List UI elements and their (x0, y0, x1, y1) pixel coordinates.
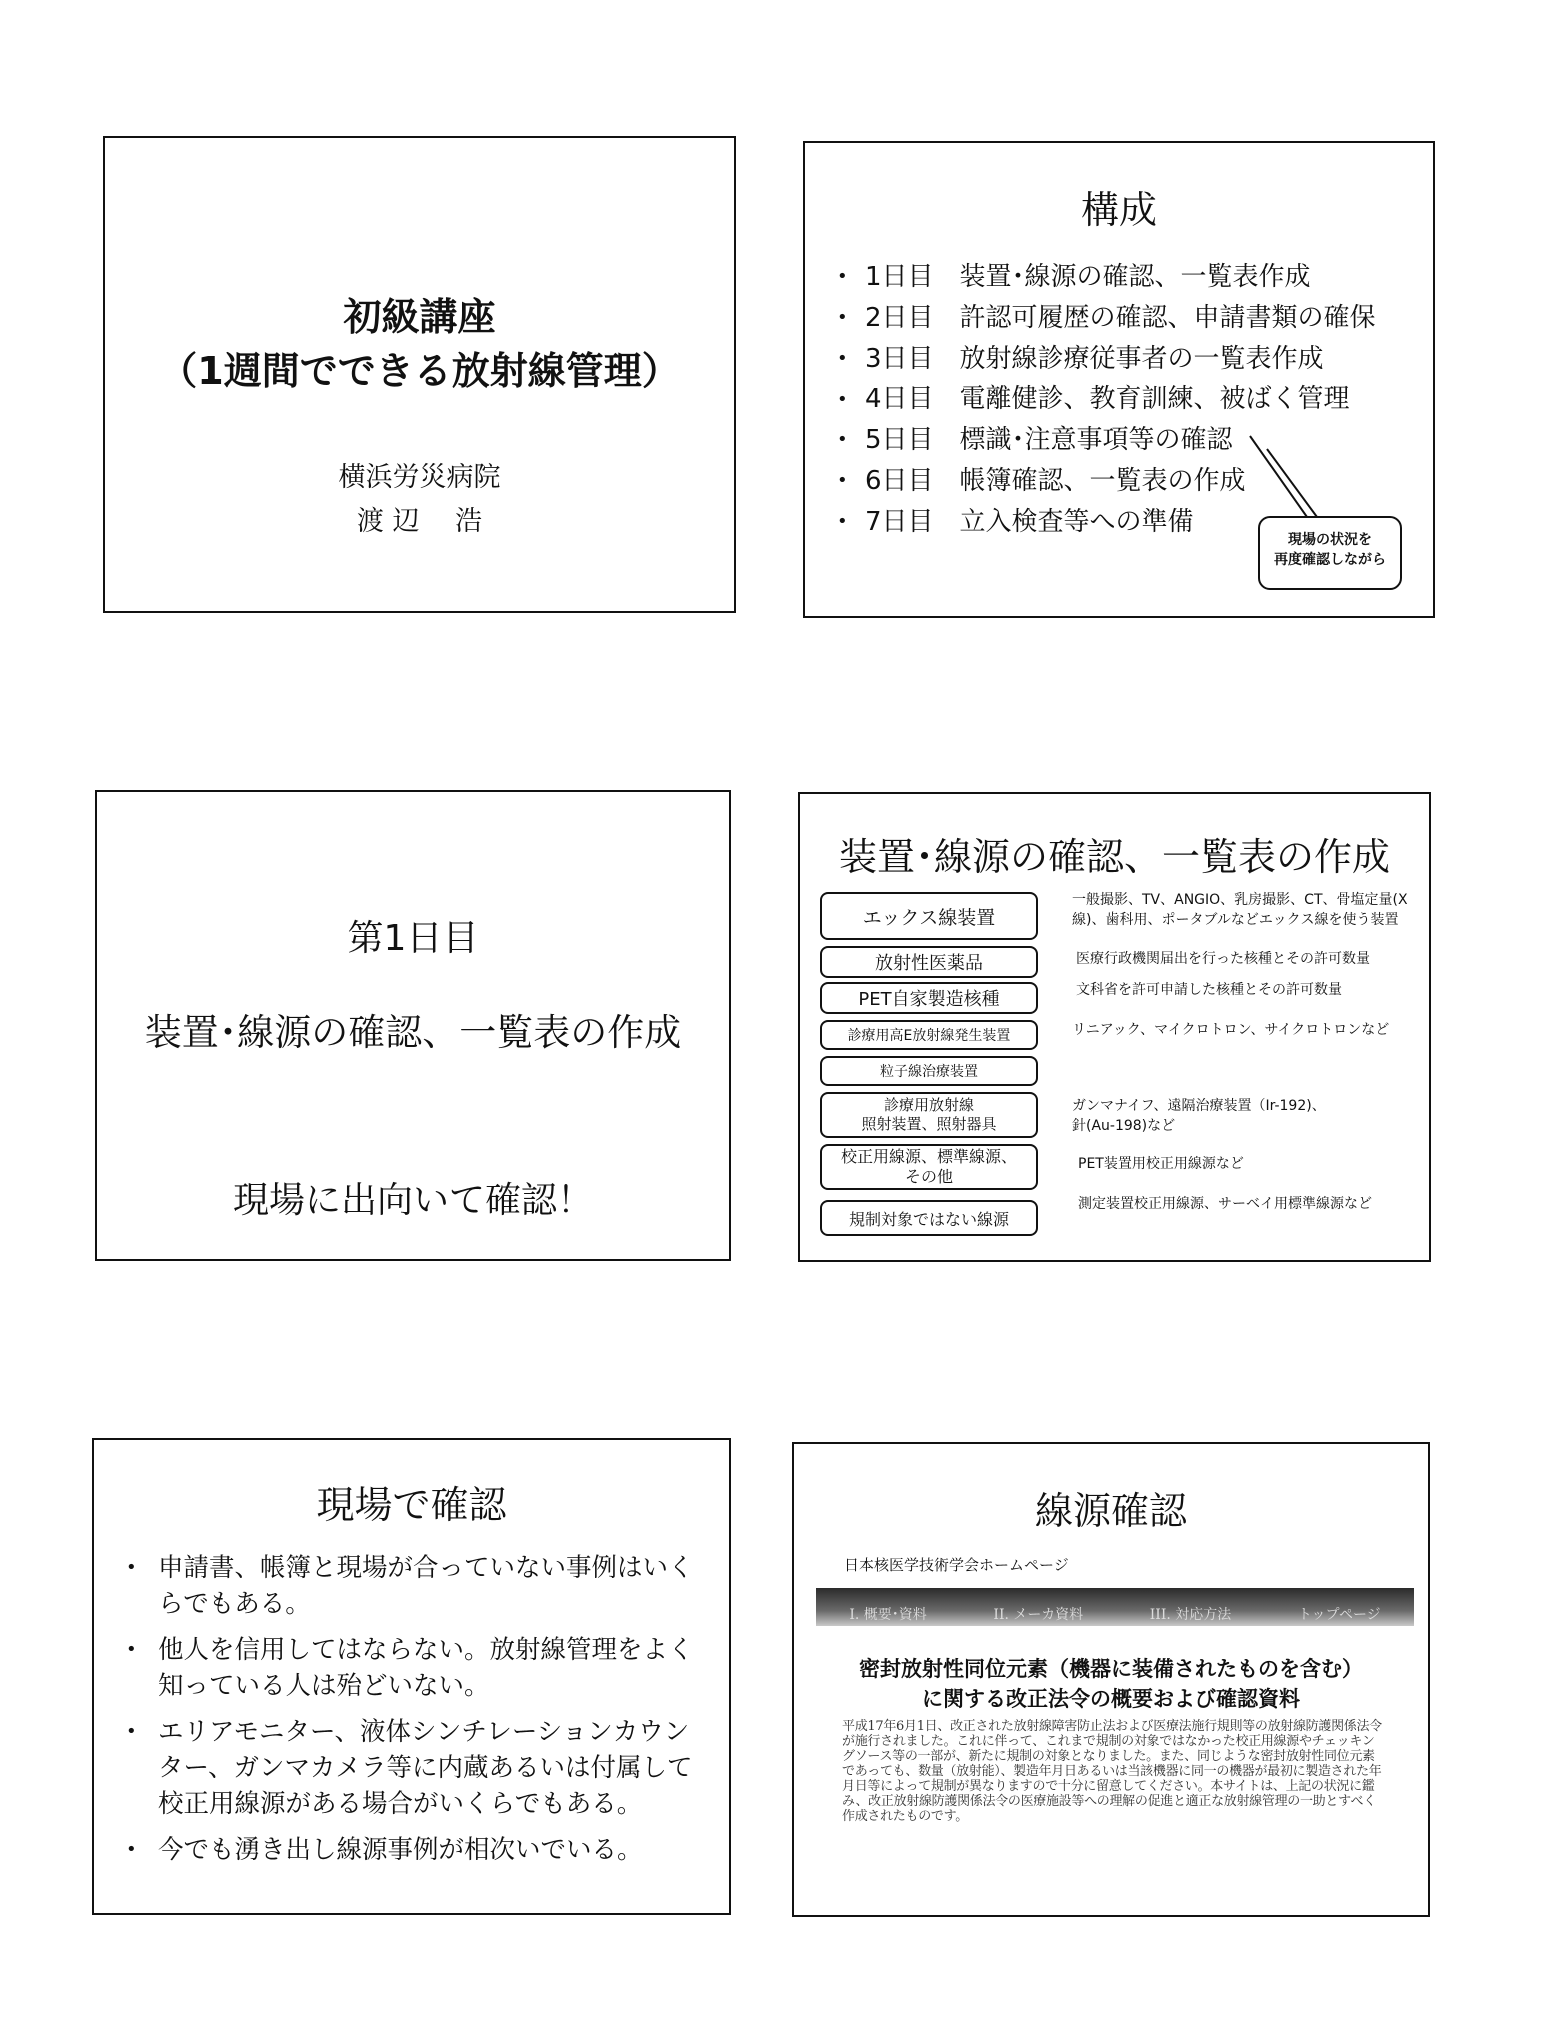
category-box: 診療用放射線 照射装置、照射器具 (820, 1092, 1038, 1138)
bullet-icon: • (837, 429, 848, 451)
category-box: エックス線装置 (820, 892, 1038, 940)
slide-heading: 構成 (1080, 188, 1157, 232)
slide-outline (803, 141, 1435, 618)
category-box: PET自家製造核種 (820, 982, 1038, 1014)
list-item: • 申請書、帳簿と現場が合っていない事例はいくらでもある。 (124, 1550, 704, 1622)
category-box: 粒子線治療装置 (820, 1056, 1038, 1086)
callout-tail-icon (1245, 431, 1325, 521)
title-line-2: （1週間でできる放射線管理） (159, 349, 680, 393)
nav-link-method: III. 対応方法 (1149, 1607, 1232, 1623)
slide-heading: 現場で確認 (316, 1483, 507, 1527)
bullet-icon: • (837, 470, 848, 491)
callout-note: 現場の状況を 再度確認しながら (1258, 516, 1402, 590)
slide-title (103, 136, 736, 613)
slide-title-heading (105, 290, 734, 398)
author-block (105, 456, 734, 544)
list-item: • 1日目 装置･線源の確認、一覧表作成 (837, 257, 1376, 298)
list-item: • 他人を信用してはならない。放射線管理をよく知っている人は殆どいない。 (124, 1632, 704, 1704)
slide-equipment (798, 792, 1431, 1262)
list-item: • 6日目 帳簿確認、一覧表の作成 (837, 461, 1376, 502)
nav-link-top: トップページ (1297, 1607, 1381, 1623)
checklist (124, 1550, 704, 1878)
category-description: 文科省を許可申請した核種とその許可数量 (1076, 982, 1342, 998)
website-heading: 密封放射性同位元素（機器に装備されたものを含む） に関する改正法令の概要および確認資料 (859, 1657, 1363, 1711)
category-box: 規制対象ではない線源 (820, 1200, 1038, 1236)
bullet-icon: • (126, 1839, 137, 1860)
bullet-icon: • (837, 388, 848, 410)
action-text: 現場に出向いて確認！ (232, 1180, 593, 1221)
nav-link-maker: II. メーカ資料 (993, 1607, 1084, 1623)
category-description: 一般撮影、TV、ANGIO、乳房撮影、CT、骨塩定量(X 線)、歯科用、ポータブルなどエックス線を使う装置 (1072, 892, 1408, 928)
category-box: 放射性医薬品 (820, 946, 1038, 978)
list-item: • 3日目 放射線診療従事者の一覧表作成 (837, 339, 1376, 380)
category-box: 診療用高E放射線発生装置 (820, 1020, 1038, 1050)
list-item: • 2日目 許認可履歴の確認、申請書類の確保 (837, 298, 1376, 339)
website-paragraph: 平成17年6月1日、改正された放射線障害防止法および医療法施行規則等の放射線防護関係法令が施行されました。これに伴って、これまで規制の対象ではなかった校正用線源やチェッキングソース等の一部が、新たに規制の対象となりました。また、同じような密封放射性同位元素であっても、数量（放射能）、製造年月日あるいは当該機器に同一の機器が最初に製造された年月日等によって規制が異なりますので十分に留意してください。本サイトは、上記の状況に鑑み、改正放射線防護関係法令の医療施設等への理解の促進と適正な放射線管理の一助とすべく作成されたものです。 (842, 1719, 1382, 1824)
nav-link-overview: I. 概要･資料 (849, 1607, 927, 1623)
list-item: • 今でも湧き出し線源事例が相次いでいる。 (124, 1832, 704, 1868)
author-name: 渡 辺 浩 (356, 506, 483, 537)
list-item: • 7日目 立入検査等への準備 (837, 502, 1376, 543)
slide-heading: 装置･線源の確認、一覧表の作成 (838, 835, 1390, 879)
day-heading: 第1日目 (347, 918, 479, 959)
slide-day1 (95, 790, 731, 1261)
bullet-icon: • (837, 347, 848, 369)
list-item: • 4日目 電離健診、教育訓練、被ばく管理 (837, 379, 1376, 420)
category-box: 校正用線源、標準線源、 その他 (820, 1144, 1038, 1190)
category-description: リニアック、マイクロトロン、サイクロトロンなど (1072, 1022, 1390, 1038)
title-line-1: 初級講座 (343, 295, 496, 339)
bullet-icon: • (126, 1721, 137, 1742)
slide-heading: 線源確認 (1034, 1489, 1187, 1533)
site-name: 日本核医学技術学会ホームページ (844, 1556, 1069, 1574)
bullet-icon: • (837, 266, 848, 288)
bullet-icon: • (837, 510, 848, 532)
category-description: 医療行政機関届出を行った核種とその許可数量 (1076, 951, 1370, 967)
slide-source-check (792, 1442, 1430, 1917)
category-description: 測定装置校正用線源、サーベイ用標準線源など (1078, 1196, 1372, 1212)
category-description: PET装置用校正用線源など (1078, 1156, 1244, 1172)
day-subtitle: 装置･線源の確認、一覧表の作成 (144, 1011, 682, 1054)
list-item: • エリアモニター、液体シンチレーションカウンター、ガンマカメラ等に内蔵あるいは付属して校正用線源がある場合がいくらでもある。 (124, 1714, 704, 1822)
bullet-icon: • (126, 1557, 137, 1578)
category-description: ガンマナイフ、遠隔治療装置（Ir-192)、 針(Au-198)など (1072, 1098, 1326, 1134)
bullet-icon: • (126, 1639, 137, 1660)
bullet-icon: • (837, 307, 848, 328)
slide-onsite-check (92, 1438, 731, 1915)
website-nav-bar (816, 1588, 1414, 1626)
list-item: • 5日目 標識･注意事項等の確認 (837, 420, 1376, 461)
affiliation: 横浜労災病院 (338, 462, 501, 493)
